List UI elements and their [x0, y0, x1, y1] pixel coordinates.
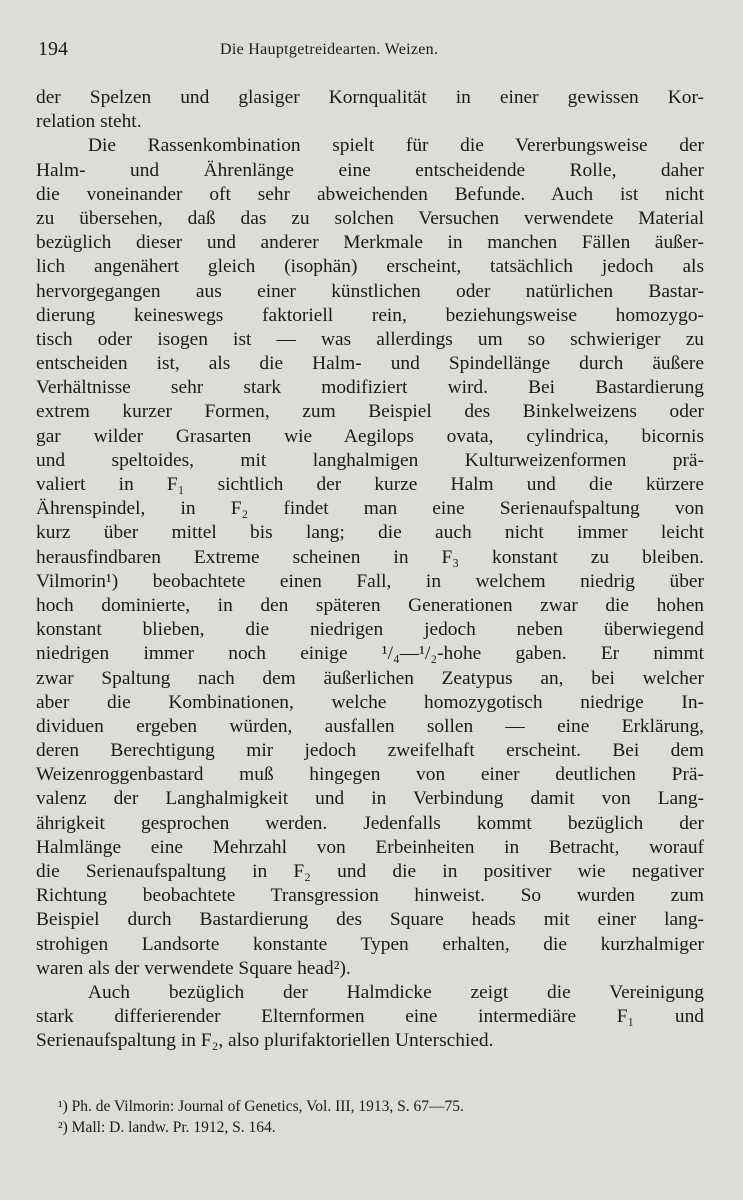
text-line: Vilmorin¹) beobachtete einen Fall, in welchem niedrig über — [36, 570, 704, 592]
text-line: deren Berechtigung mir jedoch zweifelhaft erscheint. Bei dem — [36, 740, 704, 762]
text-line: die voneinander oft sehr abweichenden Befunde. Auch ist nicht — [36, 183, 704, 205]
text-line: hoch dominierte, in den späteren Generationen zwar die hohen — [36, 594, 704, 616]
footnote: ²) Mall: D. landw. Pr. 1912, S. 164. — [58, 1119, 276, 1136]
text-line: der Spelzen und glasiger Kornqualität in einer gewissen Kor- — [36, 87, 704, 108]
text-line: valiert in F₁ sichtlich der kurze Halm und die kürzere — [36, 474, 704, 495]
text-line: Verhältnisse sehr stark modifiziert wird. Bei Bastardierung — [36, 377, 704, 399]
text-line: bezüglich dieser und anderer Merkmale in manchen Fällen äußer- — [36, 232, 704, 254]
text-line: stark differierender Elternformen eine intermediäre F₁ und — [36, 1006, 704, 1028]
text-line: Beispiel durch Bastardierung des Square heads mit einer lang- — [36, 909, 704, 931]
text-line: Richtung beobachtete Transgression hinweist. So wurden zum — [36, 885, 704, 907]
text-line: die Serienaufspaltung in F₂ und die in positiver wie negativer — [36, 861, 704, 882]
text-line: extrem kurzer Formen, zum Beispiel des Binkelweizens oder — [36, 401, 704, 423]
text-line: Die Rassenkombination spielt für die Vererbungsweise der — [88, 135, 704, 157]
text-line: entscheiden ist, als die Halm- und Spindellänge durch äußere — [36, 353, 704, 375]
text-line: dividuen ergeben würden, ausfallen sollen — eine Erklärung, — [36, 715, 704, 737]
text-line: waren als der verwendete Square head²). — [36, 957, 351, 979]
text-line: kurz über mittel bis lang; die auch nicht immer leicht — [36, 522, 704, 544]
text-line: Weizenroggenbastard muß hingegen von einer deutlichen Prä- — [36, 764, 704, 786]
text-line: herausfindbaren Extreme scheinen in F₃ konstant zu bleiben. — [36, 546, 704, 568]
text-line: lich angenähert gleich (isophän) erscheint, tatsächlich jedoch als — [36, 256, 704, 278]
text-line: tisch oder isogen ist — was allerdings um so schwieriger zu — [36, 328, 704, 350]
body-text — [36, 86, 704, 1054]
text-line: hervorgegangen aus einer künstlichen oder natürlichen Bastar- — [36, 280, 704, 302]
text-line: Ährenspindel, in F₂ findet man eine Serienaufspaltung von — [36, 498, 704, 520]
text-line: valenz der Langhalmigkeit und in Verbindung damit von Lang- — [36, 788, 704, 810]
text-line: relation steht. — [36, 111, 142, 133]
text-line: zu übersehen, daß das zu solchen Versuchen verwendete Material — [36, 207, 704, 229]
text-line: gar wilder Grasarten wie Aegilops ovata, cylindrica, bicornis — [36, 425, 704, 447]
text-line: zwar Spaltung nach dem äußerlichen Zeatypus an, bei welcher — [36, 667, 704, 689]
footnote: ¹) Ph. de Vilmorin: Journal of Genetics, Vol. III, 1913, S. 67—75. — [58, 1098, 464, 1115]
page-number: 194 — [38, 38, 68, 60]
text-line: Auch bezüglich der Halmdicke zeigt die Vereinigung — [88, 981, 704, 1003]
text-line: dierung keineswegs faktoriell rein, beziehungsweise homozygo- — [36, 304, 704, 326]
running-title: Die Hauptgetreidearten. Weizen. — [220, 41, 439, 58]
text-line: konstant blieben, die niedrigen jedoch neben überwiegend — [36, 619, 704, 641]
page-header — [38, 38, 703, 64]
text-line: und speltoides, mit langhalmigen Kulturweizenformen prä- — [36, 449, 704, 471]
text-line: Halmlänge eine Mehrzahl von Erbeinheiten in Betracht, worauf — [36, 836, 704, 858]
text-line: niedrigen immer noch einige ¹/₄—¹/₂-hohe gaben. Er nimmt — [36, 643, 704, 665]
footnotes — [58, 1096, 698, 1138]
text-line: aber die Kombinationen, welche homozygotisch niedrige In- — [36, 691, 704, 713]
text-line: Halm- und Ährenlänge eine entscheidende Rolle, daher — [36, 159, 704, 181]
text-line: ährigkeit gesprochen werden. Jedenfalls kommt bezüglich der — [36, 812, 704, 834]
text-line: strohigen Landsorte konstante Typen erhalten, die kurzhalmiger — [36, 933, 704, 955]
text-line: Serienaufspaltung in F₂, also plurifaktoriellen Unterschied. — [36, 1030, 494, 1052]
